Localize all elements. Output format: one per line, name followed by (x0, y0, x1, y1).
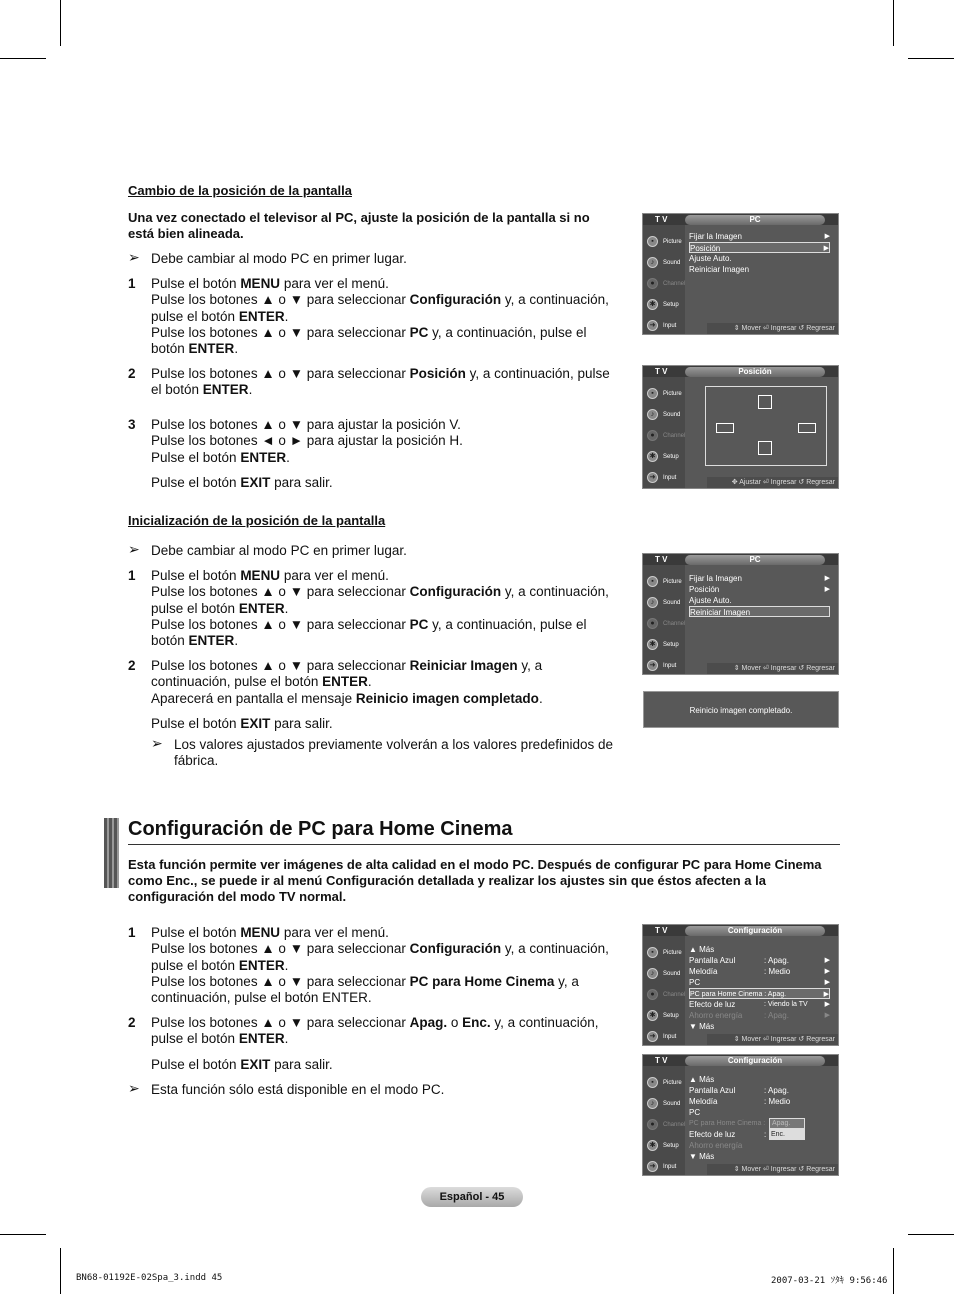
step-number: 1 (128, 925, 136, 940)
menu-item[interactable]: Efecto de luz : Viendo la TV ▶ (689, 1000, 830, 1009)
left-arrow-icon[interactable] (716, 423, 734, 433)
more-down[interactable]: ▼ Más (689, 1022, 715, 1031)
menu-item[interactable]: Pantalla Azul : Apag. ▶ (689, 956, 830, 965)
print-slug-left: BN68-01192E-02Spa_3.indd 45 (76, 1273, 223, 1283)
picture-icon: ▪ (647, 947, 658, 958)
side-item-picture: ▪ Picture (646, 233, 684, 253)
print-slug-right: 2007-03-21 ｿﾀｷ 9:56:46 (771, 1276, 888, 1286)
sound-icon: ♪ (647, 968, 658, 979)
section-title-position: Cambio de la posición de la pantalla (128, 183, 352, 198)
sound-icon: ♪ (647, 1098, 658, 1109)
channel-icon: ● (647, 278, 658, 289)
step-number: 3 (128, 417, 136, 432)
osd-footer: ✥ Ajustar ⏎ Ingresar ↺ Regresar (707, 477, 838, 488)
more-down[interactable]: ▼ Más (689, 1152, 715, 1161)
note-text: Esta función sólo está disponible en el modo PC. (151, 1082, 445, 1097)
side-item-channel: ● Channel (646, 275, 684, 295)
osd-footer: ⇕ Mover ⏎ Ingresar ↺ Regresar (707, 323, 838, 334)
menu-item[interactable]: PC (689, 1108, 701, 1117)
picture-icon: ▪ (647, 576, 658, 587)
up-arrow-icon[interactable] (758, 395, 772, 409)
menu-item[interactable]: Melodía : Medio ▶ (689, 967, 830, 976)
step-number: 1 (128, 568, 136, 583)
channel-icon: ● (647, 618, 658, 629)
menu-item-disabled: Ahorro energía (689, 1141, 743, 1150)
side-item-sound: ♪ Sound (646, 254, 684, 274)
heading-rule (128, 844, 840, 845)
page-number-badge: Español - 45 (421, 1187, 523, 1207)
arrow-note-icon: ➢ (128, 1080, 140, 1096)
step-1-text: Pulse el botón MENU para ver el menú. Pulse los botones ▲ o ▼ para seleccionar Configuración y, a continuación, pulse el botón ENTER. Pulse los botones ▲ o ▼ para seleccionar PC para Home Cinema y, a continuación, pulse el botón ENTER. (151, 925, 609, 1006)
crop-mark (893, 1248, 894, 1294)
arrow-note-icon: ➢ (128, 541, 140, 557)
down-arrow-icon[interactable] (758, 441, 772, 455)
gear-icon: ✱ (647, 1010, 658, 1021)
channel-icon: ● (647, 430, 658, 441)
menu-title: Posición (685, 367, 825, 377)
tv-menu-screen-setup-options: T V Configuración ▪ Picture ♪ Sound ● Channel ✱ Setup ➜ Input ▲ Más Pantalla Azul : Apag. Melodía : Medio PC PC para Home Cinema : Efecto de luz : Ahorro energía ▼ Más Apag. Enc. ⇕ Mover ⏎ Ingresar ↺ Regresar (642, 1054, 839, 1176)
gear-icon: ✱ (647, 299, 658, 310)
right-arrow-icon[interactable] (798, 423, 816, 433)
side-item-setup: ✱ Setup (646, 296, 684, 316)
osd-footer: ⇕ Mover ⏎ Ingresar ↺ Regresar (707, 1034, 838, 1045)
section-intro: Una vez conectado el televisor al PC, ajuste la posición de la pantalla si no está bien alineada. (128, 210, 590, 241)
option-apag[interactable]: Apag. (769, 1118, 805, 1129)
menu-item[interactable]: Fijar la Imagen ▶ (689, 232, 830, 241)
gear-icon: ✱ (647, 451, 658, 462)
menu-title: PC (685, 555, 825, 565)
page-heading: Configuración de PC para Home Cinema (128, 818, 513, 840)
more-up[interactable]: ▲ Más (689, 1075, 715, 1084)
crop-mark (0, 58, 46, 59)
crop-mark (893, 0, 894, 46)
picture-icon: ▪ (647, 388, 658, 399)
sound-icon: ♪ (647, 597, 658, 608)
sound-icon: ♪ (647, 409, 658, 420)
menu-title: PC (685, 215, 825, 225)
crop-mark (908, 58, 954, 59)
input-icon: ➜ (647, 1161, 658, 1172)
input-icon: ➜ (647, 472, 658, 483)
menu-item[interactable]: Melodía : Medio (689, 1097, 791, 1106)
position-adjust-frame (705, 386, 827, 466)
step-number: 2 (128, 658, 136, 673)
arrow-note-icon: ➢ (128, 249, 140, 265)
reset-complete-message: Reinicio imagen completado. (643, 691, 839, 728)
picture-icon: ▪ (647, 236, 658, 247)
section-intro: Esta función permite ver imágenes de alta calidad en el modo PC. Después de configurar PC para Home Cinema como Enc., se puede ir al menú Configuración detallada y realizar los ajustes sin que éstos afecten a la configuración del modo TV normal. (128, 857, 822, 904)
step-1-text: Pulse el botón MENU para ver el menú. Pulse los botones ▲ o ▼ para seleccionar Configuración y, a continuación, pulse el botón ENTER. Pulse los botones ▲ o ▼ para seleccionar PC y, a continuación, pulse el botón ENTER. (151, 568, 609, 649)
picture-icon: ▪ (647, 1077, 658, 1088)
menu-title: Configuración (685, 1056, 825, 1066)
menu-item-disabled: Ahorro energía : Apag. ▶ (689, 1011, 830, 1020)
step-3-text: Pulse los botones ▲ o ▼ para ajustar la posición V. Pulse los botones ◄ o ► para ajustar la posición H. Pulse el botón ENTER. (151, 417, 463, 465)
menu-item[interactable]: Ajuste Auto. (689, 596, 732, 605)
menu-item[interactable]: Fijar la Imagen ▶ (689, 574, 830, 583)
heading-bar (104, 818, 119, 888)
menu-item[interactable]: Pantalla Azul : Apag. (689, 1086, 789, 1095)
input-icon: ➜ (647, 1031, 658, 1042)
crop-mark (60, 1248, 61, 1294)
crop-mark (60, 0, 61, 46)
menu-item[interactable]: PC ▶ (689, 978, 830, 987)
channel-icon: ● (647, 989, 658, 1000)
menu-item[interactable]: Ajuste Auto. (689, 254, 732, 263)
sound-icon: ♪ (647, 257, 658, 268)
exit-text: Pulse el botón EXIT para salir. (151, 475, 333, 490)
tv-menu-screen-setup: T V Configuración ▪ Picture ♪ Sound ● Channel ✱ Setup ➜ Input ▲ Más Pantalla Azul : Apag. ▶ Melodía : Medio ▶ PC ▶ PC para Home Cinema : Apag. ▶ Efecto de luz : Viendo la TV ▶ Ahorro energía : Apag. ▶ ▼ Más ⇕ Mover ⏎ Ingresar ↺ Regresar (642, 924, 839, 1046)
osd-footer: ⇕ Mover ⏎ Ingresar ↺ Regresar (707, 663, 838, 674)
tv-menu-screen-pc-reset: T V PC ▪ Picture ♪ Sound ● Channel ✱ Setup ➜ Input Fijar la Imagen ▶ Posición ▶ Ajuste Auto. Reiniciar Imagen ⇕ Mover ⏎ Ingresar ↺ Regresar (642, 553, 839, 675)
menu-item-selected[interactable]: Posición ▶ (690, 244, 829, 253)
section-title-reset: Inicialización de la posición de la pantalla (128, 513, 386, 528)
step-1-text: Pulse el botón MENU para ver el menú. Pulse los botones ▲ o ▼ para seleccionar Configuración y, a continuación, pulse el botón ENTER. Pulse los botones ▲ o ▼ para seleccionar PC y, a continuación, pulse el botón ENTER. (151, 276, 609, 357)
arrow-note-icon: ➢ (151, 735, 163, 751)
step-number: 2 (128, 1015, 136, 1030)
menu-item-selected[interactable]: PC para Home Cinema : Apag. ▶ (689, 988, 830, 999)
menu-item[interactable]: PC para Home Cinema : (689, 1120, 766, 1127)
tv-label: T V (655, 215, 668, 224)
step-2-text: Pulse los botones ▲ o ▼ para seleccionar Apag. o Enc. y, a continuación, pulse el botón ENTER. (151, 1015, 599, 1047)
channel-icon: ● (647, 1119, 658, 1130)
osd-footer: ⇕ Mover ⏎ Ingresar ↺ Regresar (707, 1164, 838, 1175)
crop-mark (908, 1234, 954, 1235)
input-icon: ➜ (647, 320, 658, 331)
note-text: Debe cambiar al modo PC en primer lugar. (151, 543, 407, 558)
menu-item[interactable]: Reiniciar Imagen (689, 265, 750, 274)
crop-mark (0, 1234, 46, 1235)
gear-icon: ✱ (647, 639, 658, 650)
menu-title: Configuración (685, 926, 825, 936)
option-enc-selected[interactable]: Enc. (769, 1129, 805, 1140)
step-number: 1 (128, 276, 136, 291)
menu-item[interactable]: Efecto de luz : (689, 1130, 767, 1139)
more-up[interactable]: ▲ Más (689, 945, 715, 954)
note-text: Debe cambiar al modo PC en primer lugar. (151, 251, 407, 266)
side-item-input: ➜ Input (646, 317, 684, 335)
menu-item-selected[interactable]: Reiniciar Imagen (689, 606, 830, 617)
input-icon: ➜ (647, 660, 658, 671)
note-text: Los valores ajustados previamente volverán a los valores predefinidos de fábrica. (174, 737, 614, 769)
exit-text: Pulse el botón EXIT para salir. (151, 716, 333, 731)
step-2-text: Pulse los botones ▲ o ▼ para seleccionar Reiniciar Imagen y, a continuación, pulse el botón ENTER. Aparecerá en pantalla el mensaje Reinicio imagen completado. (151, 658, 543, 706)
tv-menu-screen-position: T V Posición ▪ Picture ♪ Sound ● Channel ✱ Setup ➜ Input ✥ Ajustar ⏎ Ingresar ↺ Regresar (642, 365, 839, 489)
step-2-text: Pulse los botones ▲ o ▼ para seleccionar Posición y, a continuación, pulse el botón ENTER. (151, 366, 610, 398)
exit-text: Pulse el botón EXIT para salir. (151, 1057, 333, 1072)
step-number: 2 (128, 366, 136, 381)
menu-item[interactable]: Posición ▶ (689, 585, 830, 594)
tv-menu-screen-pc (642, 213, 839, 335)
gear-icon: ✱ (647, 1140, 658, 1151)
